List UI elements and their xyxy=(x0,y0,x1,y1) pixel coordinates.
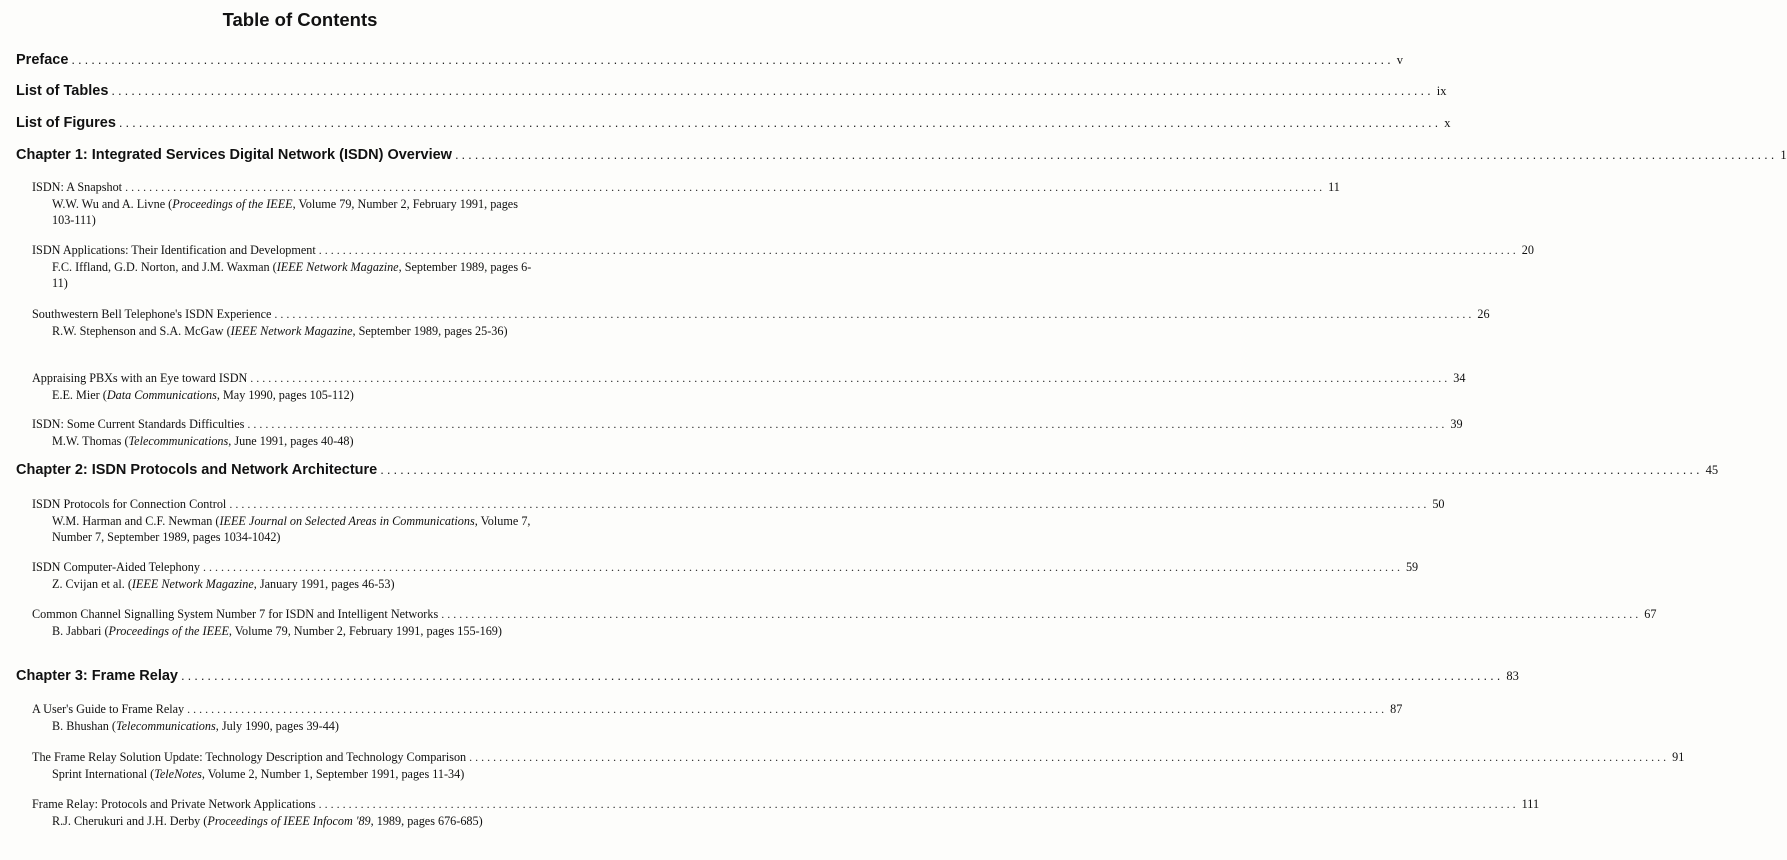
leader-dots: ........................................................................................................................................................................................................ xyxy=(441,607,1642,621)
entry-title: The Frame Relay Solution Update: Technology Description and Technology Comparison xyxy=(32,750,467,764)
section-label: List of Figures xyxy=(16,115,116,131)
toc-chapter-3[interactable] xyxy=(16,668,1519,684)
entry-citation: R.J. Cherukuri and J.H. Derby (Proceedings of IEEE Infocom '89, 1989, pages 676-685) xyxy=(52,814,483,828)
page-number: 34 xyxy=(1453,371,1466,385)
section-label: Preface xyxy=(16,52,69,68)
toc-chapter-1[interactable] xyxy=(16,147,1787,163)
toc-preface[interactable] xyxy=(16,52,1404,68)
toc-entry[interactable] xyxy=(32,702,1403,717)
entry-citation: E.E. Mier (Data Communications, May 1990, pages 105-112) xyxy=(52,388,354,402)
page-title: Table of Contents xyxy=(222,9,378,30)
entry-citation: Z. Cvijan et al. (IEEE Network Magazine, January 1991, pages 46-53) xyxy=(52,577,395,591)
leader-dots: ........................................................................................................................................................................................................ xyxy=(71,52,1394,67)
chapter-title: Chapter 2: ISDN Protocols and Network Architecture xyxy=(16,462,378,478)
page-number: 39 xyxy=(1450,417,1463,431)
entry-title: ISDN Protocols for Connection Control xyxy=(32,497,227,511)
page-number: x xyxy=(1444,116,1451,130)
leader-dots: ........................................................................................................................................................................................................ xyxy=(250,371,1451,385)
leader-dots: ........................................................................................................................................................................................................ xyxy=(318,243,1519,257)
toc-entry[interactable] xyxy=(32,750,1685,765)
toc-entry[interactable] xyxy=(32,497,1445,512)
leader-dots: ........................................................................................................................................................................................................ xyxy=(118,115,1442,130)
entry-title: Frame Relay: Protocols and Private Network Applications xyxy=(32,797,316,811)
entry-citation: F.C. Iffland, G.D. Norton, and J.M. Waxman (IEEE Network Magazine, September 1989, pages 6-11) xyxy=(52,260,532,290)
entry-title: ISDN Computer-Aided Telephony xyxy=(32,560,200,574)
entry-title: ISDN: Some Current Standards Difficulties xyxy=(32,417,245,431)
entry-title: A User's Guide to Frame Relay xyxy=(32,702,185,716)
page-number: 91 xyxy=(1672,750,1685,764)
entry-title: ISDN Applications: Their Identification and Development xyxy=(32,243,316,257)
entry-citation: W.M. Harman and C.F. Newman (IEEE Journal on Selected Areas in Communications, Volume 7, Number 7, September 1989, pages 1034-1042) xyxy=(52,514,531,544)
leader-dots: ........................................................................................................................................................................................................ xyxy=(469,750,1670,764)
page-number: 20 xyxy=(1521,243,1534,257)
leader-dots: ........................................................................................................................................................................................................ xyxy=(380,462,1703,477)
page-number: 50 xyxy=(1432,497,1445,511)
toc-entry[interactable] xyxy=(32,797,1540,812)
page-number: 1 xyxy=(1780,148,1787,162)
leader-dots: ........................................................................................................................................................................................................ xyxy=(180,668,1504,683)
leader-dots: ........................................................................................................................................................................................................ xyxy=(111,83,1434,98)
page-number: ix xyxy=(1436,84,1447,98)
toc-entry[interactable] xyxy=(32,417,1463,432)
leader-dots: ........................................................................................................................................................................................................ xyxy=(229,497,1430,511)
entry-citation: B. Jabbari (Proceedings of the IEEE, Volume 79, Number 2, February 1991, pages 155-169) xyxy=(52,624,502,638)
entry-citation: W.W. Wu and A. Livne (Proceedings of the IEEE, Volume 79, Number 2, February 1991, pages 103-111) xyxy=(52,197,518,227)
leader-dots: ........................................................................................................................................................................................................ xyxy=(125,180,1326,194)
entry-citation: B. Bhushan (Telecommunications, July 1990, pages 39-44) xyxy=(52,719,339,733)
toc-entry[interactable] xyxy=(32,607,1657,622)
page-number: 111 xyxy=(1521,797,1540,811)
entry-title: Common Channel Signalling System Number 7 for ISDN and Intelligent Networks xyxy=(32,607,439,621)
page-number: 11 xyxy=(1328,180,1340,194)
page-number: 45 xyxy=(1705,463,1719,477)
leader-dots: ........................................................................................................................................................................................................ xyxy=(202,560,1403,574)
page-number: 87 xyxy=(1390,702,1403,716)
toc-chapter-2[interactable] xyxy=(16,462,1719,478)
page-number: 59 xyxy=(1405,560,1419,574)
toc-entry[interactable] xyxy=(32,180,1340,195)
toc-list-of-figures[interactable] xyxy=(16,115,1451,131)
leader-dots: ........................................................................................................................................................................................................ xyxy=(247,417,1448,431)
chapter-title: Chapter 3: Frame Relay xyxy=(16,668,178,684)
leader-dots: ........................................................................................................................................................................................................ xyxy=(187,702,1388,716)
entry-title: Southwestern Bell Telephone's ISDN Experience xyxy=(32,307,272,321)
entry-citation: M.W. Thomas (Telecommunications, June 1991, pages 40-48) xyxy=(52,434,354,448)
page-number: 83 xyxy=(1506,669,1519,683)
entry-title: Appraising PBXs with an Eye toward ISDN xyxy=(32,371,248,385)
entry-citation: R.W. Stephenson and S.A. McGaw (IEEE Network Magazine, September 1989, pages 25-36) xyxy=(52,324,508,338)
toc-entry[interactable] xyxy=(32,307,1490,322)
leader-dots: ........................................................................................................................................................................................................ xyxy=(318,797,1519,811)
toc-entry[interactable] xyxy=(32,243,1534,258)
leader-dots: ........................................................................................................................................................................................................ xyxy=(274,307,1475,321)
leader-dots: ........................................................................................................................................................................................................ xyxy=(454,147,1778,162)
section-label: List of Tables xyxy=(16,83,109,99)
page-number: 67 xyxy=(1644,607,1657,621)
toc-list-of-tables[interactable] xyxy=(16,83,1447,99)
toc-entry[interactable] xyxy=(32,371,1466,386)
chapter-title: Chapter 1: Integrated Services Digital Network (ISDN) Overview xyxy=(16,147,452,163)
entry-title: ISDN: A Snapshot xyxy=(32,180,123,194)
page-number: 26 xyxy=(1477,307,1490,321)
page-number: v xyxy=(1396,53,1404,67)
entry-citation: Sprint International (TeleNotes, Volume 2, Number 1, September 1991, pages 11-34) xyxy=(52,767,465,781)
toc-entry[interactable] xyxy=(32,560,1419,575)
